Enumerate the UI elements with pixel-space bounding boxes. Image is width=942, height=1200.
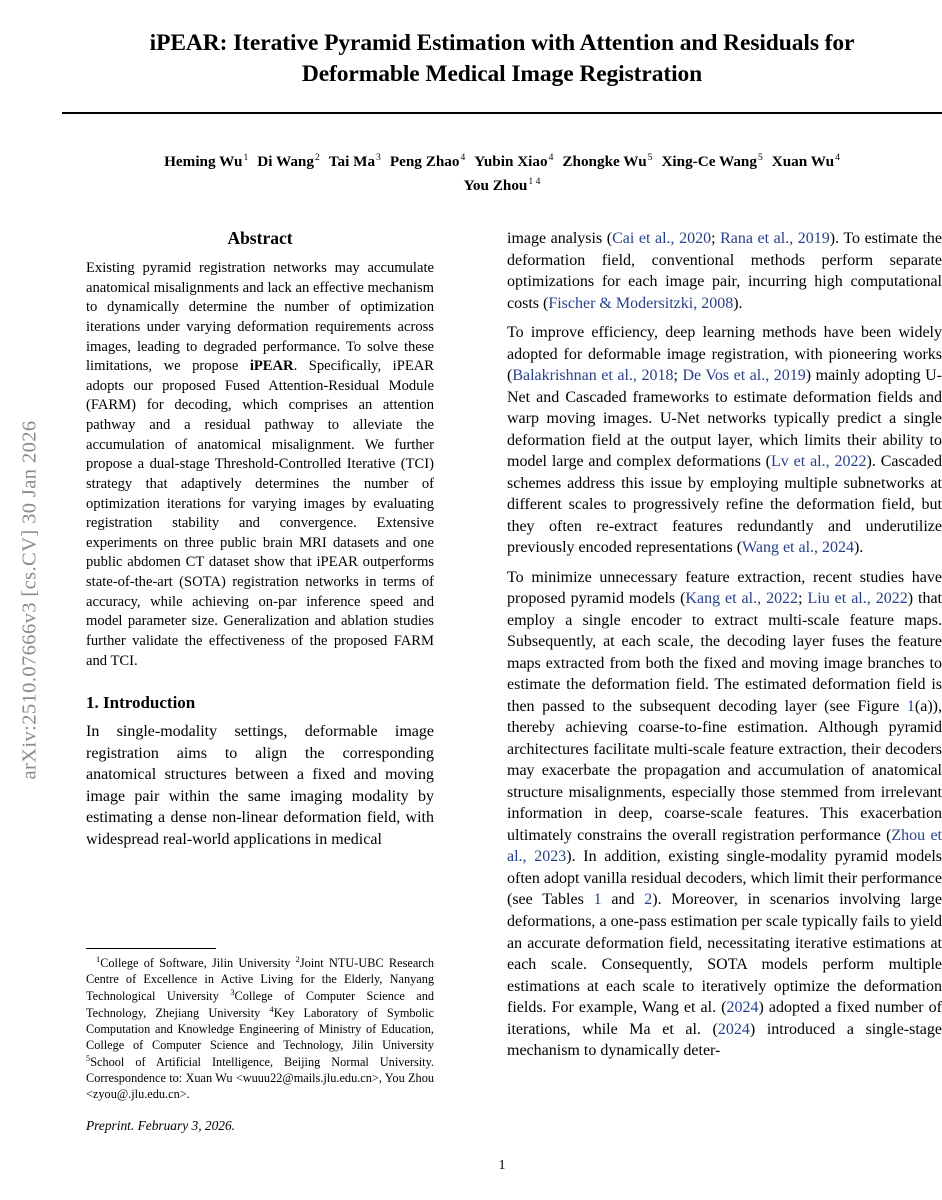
citation-link[interactable]: Wang et al., 2024 (742, 539, 855, 557)
author-affiliation-marker: 4 (460, 151, 466, 163)
text-run: To improve efficiency, deep learning methods have been widely adopted for deformable image registration, with pioneering works ( (507, 324, 942, 385)
text-run: ). (854, 539, 864, 557)
text-run: School of Artificial Intelligence, Beijing Normal University. Correspondence to: Xuan Wu <wuuu22@mails.jlu.edu.cn>, You Zhou <zyou@.jlu.edu.cn>. (86, 1055, 434, 1102)
author-affiliation-marker: 4 (835, 151, 840, 163)
author-name (164, 153, 248, 170)
right-paragraph-2 (507, 322, 942, 559)
text-run: ) that employ a single encoder to extract multi-scale feature maps. Subsequently, at each scale, the decoding layer fuses the feature maps extracted from both the fixed and moving image branches to estimate the deformation field. The estimated deformation field is then passed to the subsequent decoding layer (see Figure (507, 590, 942, 715)
citation-link[interactable]: 1 (593, 891, 602, 909)
author-label: Yubin Xiao (474, 153, 548, 171)
citation-link[interactable]: Kang et al., 2022 (685, 590, 799, 608)
author-label: Di Wang (257, 153, 314, 171)
affiliation-marker: 5 (86, 1054, 91, 1064)
author-label: Heming Wu (164, 153, 243, 171)
citation-link[interactable]: Liu et al., 2022 (807, 590, 908, 608)
text-run: (a)), thereby achieving coarse-to-fine estimation. Although pyramid architectures facilitate multi-scale feature extraction, their decoders may exacerbate the propagation and accumulation of anatomical structure misalignments, especially those stemmed from irrelevant information in deep, coarse-scale features. This exacerbation ultimately constrains the overall registration performance ( (507, 697, 942, 844)
emphasis-text: iPEAR (249, 358, 294, 375)
text-run: College of Software, Jilin University (100, 956, 296, 971)
text-run: image analysis ( (507, 230, 613, 247)
author-name (661, 153, 762, 170)
text-run: ; (711, 230, 721, 247)
text-run: To minimize unnecessary feature extraction, recent studies have proposed pyramid models ( (507, 568, 942, 608)
footnote-divider (86, 948, 216, 949)
affiliation-marker: 3 (230, 988, 235, 998)
introduction-paragraph-1 (86, 721, 434, 850)
affiliations-footnote (86, 955, 434, 1103)
author-name (329, 153, 381, 170)
authors-block (62, 150, 942, 197)
right-paragraph-3 (507, 567, 942, 1062)
page-title: iPEAR: Iterative Pyramid Estimation with Attention and Residuals for Deformable Medical Image Registration (149, 30, 855, 88)
author-name (390, 153, 465, 170)
text-run: ). In addition, existing single-modality pyramid models often adopt vanilla residual decoders, which limit their performance (see Tables (507, 848, 942, 909)
text-run: ; (798, 590, 808, 608)
author-affiliation-marker: 2 (314, 151, 320, 163)
text-run: . Specifically, iPEAR adopts our proposed Fused Attention-Residual Module (FARM) for decoding, which comprises an attention pathway and a residual pathway to alleviate the accumulation of anatomical misalignment. We further propose a dual-stage Threshold-Controlled Iterative (TCI) strategy that adaptively determines the number of optimization iterations for varying images by evaluating registration stability and convergence. Extensive experiments on three public brain MRI datasets and one public abdomen CT dataset show that iPEAR outperforms state-of-the-art (SOTA) registration networks in terms of accuracy, while achieving on-par inference speed and model parameter size. Generalization and ablation studies further validate the effectiveness of the proposed FARM and TCI. (86, 358, 435, 669)
author-label: Xing-Ce Wang (661, 153, 757, 171)
footnote-area (86, 948, 434, 1134)
abstract-heading: Abstract (227, 228, 293, 248)
affiliation-marker: 2 (295, 955, 300, 964)
author-affiliation-marker: 1 4 (528, 175, 541, 187)
citation-link[interactable]: Lv et al., 2022 (771, 453, 867, 471)
author-affiliation-marker: 5 (757, 151, 763, 163)
citation-link[interactable]: Cai et al., 2020 (612, 230, 712, 247)
author-affiliation-marker: 4 (548, 151, 554, 163)
text-run: Joint NTU-UBC Research Centre of Excellence in Active Living for the Elderly, Nanyang Technological University (86, 956, 434, 1004)
text-run: ; (673, 367, 683, 385)
arxiv-stamp (0, 0, 60, 1200)
page-number: 1 (498, 1158, 506, 1173)
text-run: ) mainly adopting U-Net and Cascaded frameworks to estimate deformation fields and warp moving images. U-Net networks typically predict a single deformation field at the output layer, which limits their ability to model large and complex deformations ( (507, 367, 942, 471)
text-run: ). To estimate the deformation field, conventional methods perform separate optimizations for each image pair, incurring high computational costs ( (507, 230, 942, 312)
title-block (62, 0, 942, 114)
right-column (507, 228, 942, 1062)
text-run: In single-modality settings, deformable image registration aims to align the corresponding anatomical structures between a fixed and moving image pair within the same imaging modality by estimating a dense non-linear deformation field, with widespread real-world applications in medical (86, 723, 434, 848)
citation-link[interactable]: Fischer & Modersitzki, 2008 (548, 294, 734, 312)
section-heading-introduction: 1. Introduction (86, 693, 196, 713)
preprint-line: Preprint. February 3, 2026. (86, 1118, 236, 1134)
author-label: Zhongke Wu (562, 153, 647, 171)
text-run: Existing pyramid registration networks may accumulate anatomical misalignments and lack an effective mechanism to dynamically determine the number of optimization iterations under varying deformation requirements across images, leading to degraded performance. To solve these limitations, we propose (86, 260, 434, 375)
text-run: and (601, 891, 645, 909)
author-affiliation-marker: 5 (647, 151, 653, 163)
affiliation-marker: 1 (96, 955, 101, 964)
authors-line-2 (62, 174, 942, 198)
title-divider (62, 112, 942, 114)
affiliation-marker: 4 (269, 1005, 274, 1015)
citation-link[interactable]: 2024 (726, 999, 759, 1017)
text-run: ). (733, 294, 743, 312)
text-run: Key Laboratory of Symbolic Computation and Knowledge Engineering of Ministry of Education, College of Computer Science and Technology, Jilin University (86, 1006, 434, 1053)
citation-link[interactable]: 2024 (717, 1020, 750, 1038)
text-run: ) introduced a single-stage mechanism to dynamically deter- (507, 1020, 942, 1060)
author-affiliation-marker: 3 (376, 151, 381, 163)
citation-link[interactable]: Zhou et al., 2023 (507, 826, 942, 866)
author-name (772, 153, 840, 170)
authors-line-1 (62, 150, 942, 174)
text-run: ). Cascaded schemes address this issue by employing multiple subnetworks at different scales to progressively refine the deformation field, but they often re-extract features redundantly and underutilize previously encoded representations ( (507, 453, 942, 557)
right-paragraph-1 (507, 228, 942, 314)
author-label: You Zhou (463, 176, 528, 194)
author-label: Xuan Wu (771, 153, 835, 171)
text-run: ) adopted a fixed number of iterations, while Ma et al. ( (507, 999, 942, 1038)
author-label: Tai Ma (328, 153, 376, 171)
author-name (562, 153, 652, 170)
paper-page (62, 0, 942, 1200)
author-name (474, 153, 553, 170)
text-run: College of Computer Science and Technology, Zhejiang University (86, 989, 434, 1021)
abstract-body (86, 259, 434, 671)
text-run: ). Moreover, in scenarios involving large deformations, a one-pass estimation per scale typically fails to yield an accurate deformation field, necessitating iterative estimations at each scale. Consequently, SOTA models perform multiple estimations at each scale to iteratively optimize the deformation fields. For example, Wang et al. ( (507, 891, 942, 1017)
author-label: Peng Zhao (389, 153, 460, 171)
citation-link[interactable]: De Vos et al., 2019 (682, 367, 806, 385)
author-affiliation-marker: 1 (243, 151, 249, 163)
citation-link[interactable]: Balakrishnan et al., 2018 (512, 367, 674, 385)
citation-link[interactable]: Rana et al., 2019 (720, 230, 830, 247)
citation-link[interactable]: 1 (906, 697, 915, 715)
arxiv-stamp-text: arXiv:2510.07666v3 [cs.CV] 30 Jan 2026 (18, 420, 41, 780)
author-name (464, 177, 541, 194)
author-name (257, 153, 320, 170)
citation-link[interactable]: 2 (644, 891, 653, 909)
left-column (86, 228, 434, 850)
